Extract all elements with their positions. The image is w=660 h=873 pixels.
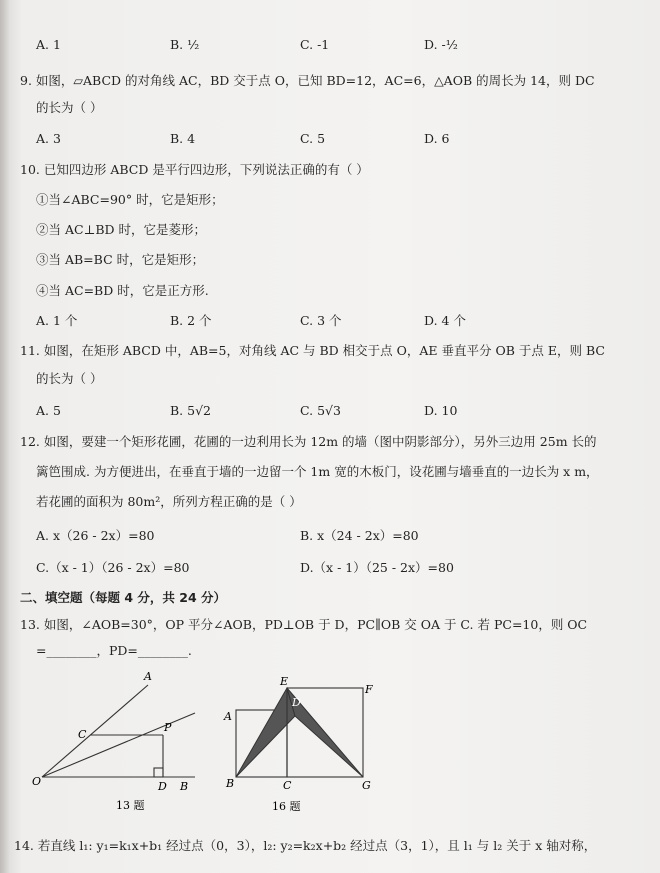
fig16-label-a: A bbox=[224, 710, 232, 723]
q11-option-b: B. 5√2 bbox=[170, 403, 212, 418]
q12-stem-line1: 12. 如图，要建一个矩形花圃，花圃的一边利用长为 12m 的墙（图中阴影部分），另外三边用 25m 长的 bbox=[20, 434, 597, 449]
q10-statement-3: ③当 AB=BC 时，它是矩形； bbox=[36, 252, 205, 267]
q12-option-c: C.（x - 1）（26 - 2x）=80 bbox=[36, 560, 190, 575]
q8-option-c: C. -1 bbox=[300, 37, 330, 52]
q10-statement-2: ②当 AC⊥BD 时，它是菱形； bbox=[36, 222, 207, 237]
fig16-label-d: D bbox=[292, 696, 301, 709]
q9-option-a: A. 3 bbox=[36, 131, 61, 146]
fig13-label-p: P bbox=[164, 721, 172, 734]
fig13-ray-oa bbox=[42, 685, 148, 777]
fig16-label-e: E bbox=[280, 675, 289, 688]
fig13-right-angle-mark bbox=[154, 768, 163, 777]
q12-stem-line3: 若花圃的面积为 80m²，所列方程正确的是（ ） bbox=[36, 494, 302, 509]
q8-option-d: D. -½ bbox=[424, 37, 458, 52]
fig16-label-c: C bbox=[283, 779, 292, 792]
scan-edge-shadow bbox=[0, 0, 10, 873]
fig16-caption: 16 题 bbox=[272, 800, 301, 813]
q10-statement-1: ①当∠ABC=90° 时，它是矩形； bbox=[36, 192, 224, 207]
fig16-label-f: F bbox=[365, 683, 373, 696]
q12-option-a: A. x（26 - 2x）=80 bbox=[36, 528, 155, 543]
fig13-label-d: D bbox=[158, 780, 167, 793]
q10-statement-4: ④当 AC=BD 时，它是正方形. bbox=[36, 283, 209, 298]
fig13-label-b: B bbox=[180, 780, 189, 793]
q9-option-c: C. 5 bbox=[300, 131, 326, 146]
q10-option-b: B. 2 个 bbox=[170, 313, 212, 328]
q9-stem-line2: 的长为（ ） bbox=[36, 100, 103, 115]
q12-option-b: B. x（24 - 2x）=80 bbox=[300, 528, 419, 543]
section-heading-fill-in: 二、填空题（每题 4 分，共 24 分） bbox=[20, 590, 227, 605]
fig13-label-o: O bbox=[32, 775, 42, 788]
q11-option-c: C. 5√3 bbox=[300, 403, 341, 418]
q8-option-a: A. 1 bbox=[36, 37, 61, 52]
figure-13-angle-bisector bbox=[30, 665, 210, 825]
fig13-ray-op bbox=[42, 713, 195, 777]
fig16-shaded-left bbox=[236, 688, 295, 777]
q11-option-a: A. 5 bbox=[36, 403, 61, 418]
q10-option-d: D. 4 个 bbox=[424, 313, 466, 328]
q14-stem-line1: 14. 若直线 l₁: y₁=k₁x+b₁ 经过点（0，3），l₂: y₂=k₂x+b₂ 经过点（3，1），且 l₁ 与 l₂ 关于 x 轴对称， bbox=[14, 838, 597, 853]
q11-stem-line1: 11. 如图，在矩形 ABCD 中，AB=5，对角线 AC 与 BD 相交于点 O，AE 垂直平分 OB 于点 E，则 BC bbox=[20, 343, 605, 358]
q11-option-d: D. 10 bbox=[424, 403, 458, 418]
q12-option-d: D.（x - 1）（25 - 2x）=80 bbox=[300, 560, 454, 575]
q9-stem-line1: 9. 如图，▱ABCD 的对角线 AC，BD 交于点 O，已知 BD=12，AC=6，△AOB 的周长为 14，则 DC bbox=[20, 73, 595, 88]
fig13-caption: 13 题 bbox=[116, 799, 145, 812]
q12-stem-line2: 篱笆围成. 为方便进出，在垂直于墙的一边留一个 1m 宽的木板门，设花圃与墙垂直的一边长为 x m， bbox=[36, 464, 599, 479]
figure-16-squares bbox=[222, 672, 382, 827]
q13-stem-line1: 13. 如图，∠AOB=30°，OP 平分∠AOB，PD⊥OB 于 D，PC∥OB 交 OA 于 C. 若 PC=10，则 OC bbox=[20, 617, 588, 632]
q10-option-c: C. 3 个 bbox=[300, 313, 342, 328]
fig16-label-g: G bbox=[362, 779, 371, 792]
q11-stem-line2: 的长为（ ） bbox=[36, 371, 103, 386]
q10-option-a: A. 1 个 bbox=[36, 313, 78, 328]
fig16-label-b: B bbox=[226, 777, 235, 790]
q13-stem-line2: =________，PD=________. bbox=[36, 643, 192, 658]
q9-option-b: B. 4 bbox=[170, 131, 196, 146]
q9-option-d: D. 6 bbox=[424, 131, 450, 146]
q8-option-b: B. ½ bbox=[170, 37, 200, 52]
q10-stem: 10. 已知四边形 ABCD 是平行四边形，下列说法正确的有（ ） bbox=[20, 162, 369, 177]
fig13-label-a: A bbox=[144, 670, 152, 683]
fig13-label-c: C bbox=[78, 728, 87, 741]
